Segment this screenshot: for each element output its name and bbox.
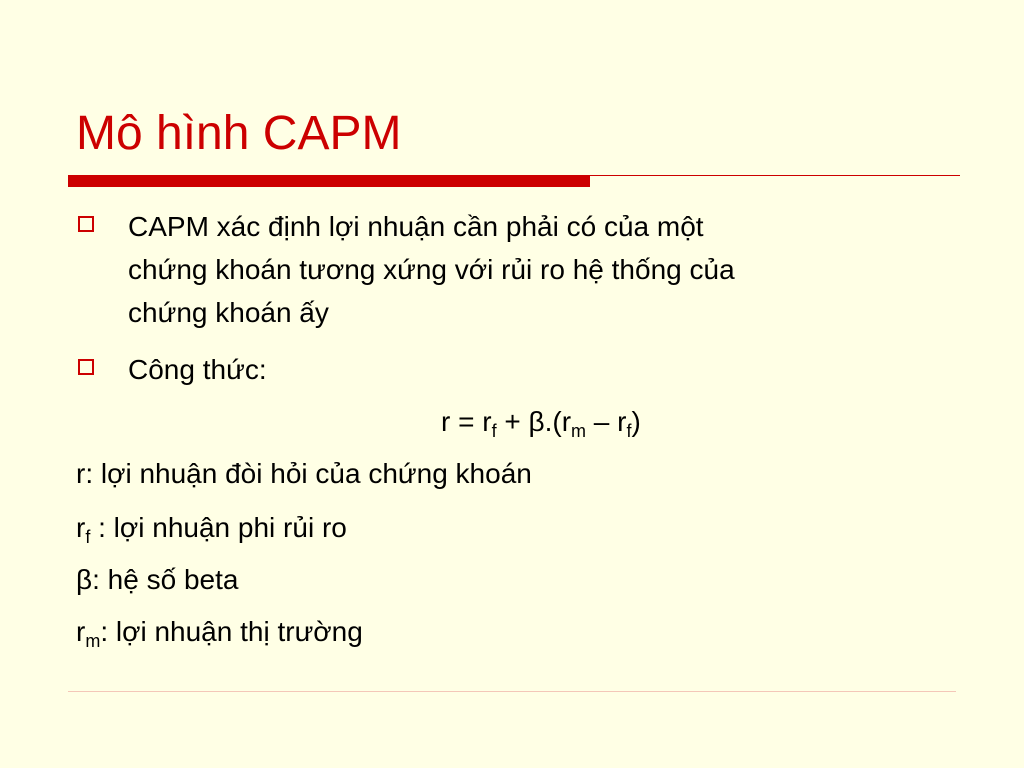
definition-rf [76,510,347,546]
square-bullet-icon [78,359,94,375]
bullet-line: Công thức: [128,354,267,385]
bullet-line: chứng khoán ấy [128,297,329,328]
formula-sub-m: m [571,421,587,441]
formula-sub-f: f [491,421,497,441]
formula-end: ) [631,406,641,437]
formula-mid: + β.(r [496,406,572,437]
rm-text: : lợi nhuận thị trường [100,616,363,647]
rf-text: : lợi nhuận phi rủi ro [90,512,347,543]
footer-divider [68,691,956,692]
bullet-text [128,348,948,391]
formula-dash: – r [586,406,627,437]
definition-rm [76,614,363,650]
rm-subscript: m [85,631,101,651]
bullet-text [128,205,948,334]
rf-subscript: f [85,527,91,547]
rf-symbol: r [76,512,86,543]
capm-formula [441,404,641,440]
formula-lhs: r = r [441,406,492,437]
definition-beta: β: hệ số beta [76,564,239,595]
bullet-line: chứng khoán tương xứng với rủi ro hệ thống của [128,254,735,285]
formula-sub-f: f [626,421,632,441]
definition-r: r: lợi nhuận đòi hỏi của chứng khoán [76,458,532,489]
slide-title: Mô hình CAPM [76,107,402,160]
bullet-line: CAPM xác định lợi nhuận cần phải có của một [128,211,704,242]
square-bullet-icon [78,216,94,232]
rm-symbol: r [76,616,86,647]
title-underline-thin [590,175,960,176]
title-underline-thick [68,175,590,187]
